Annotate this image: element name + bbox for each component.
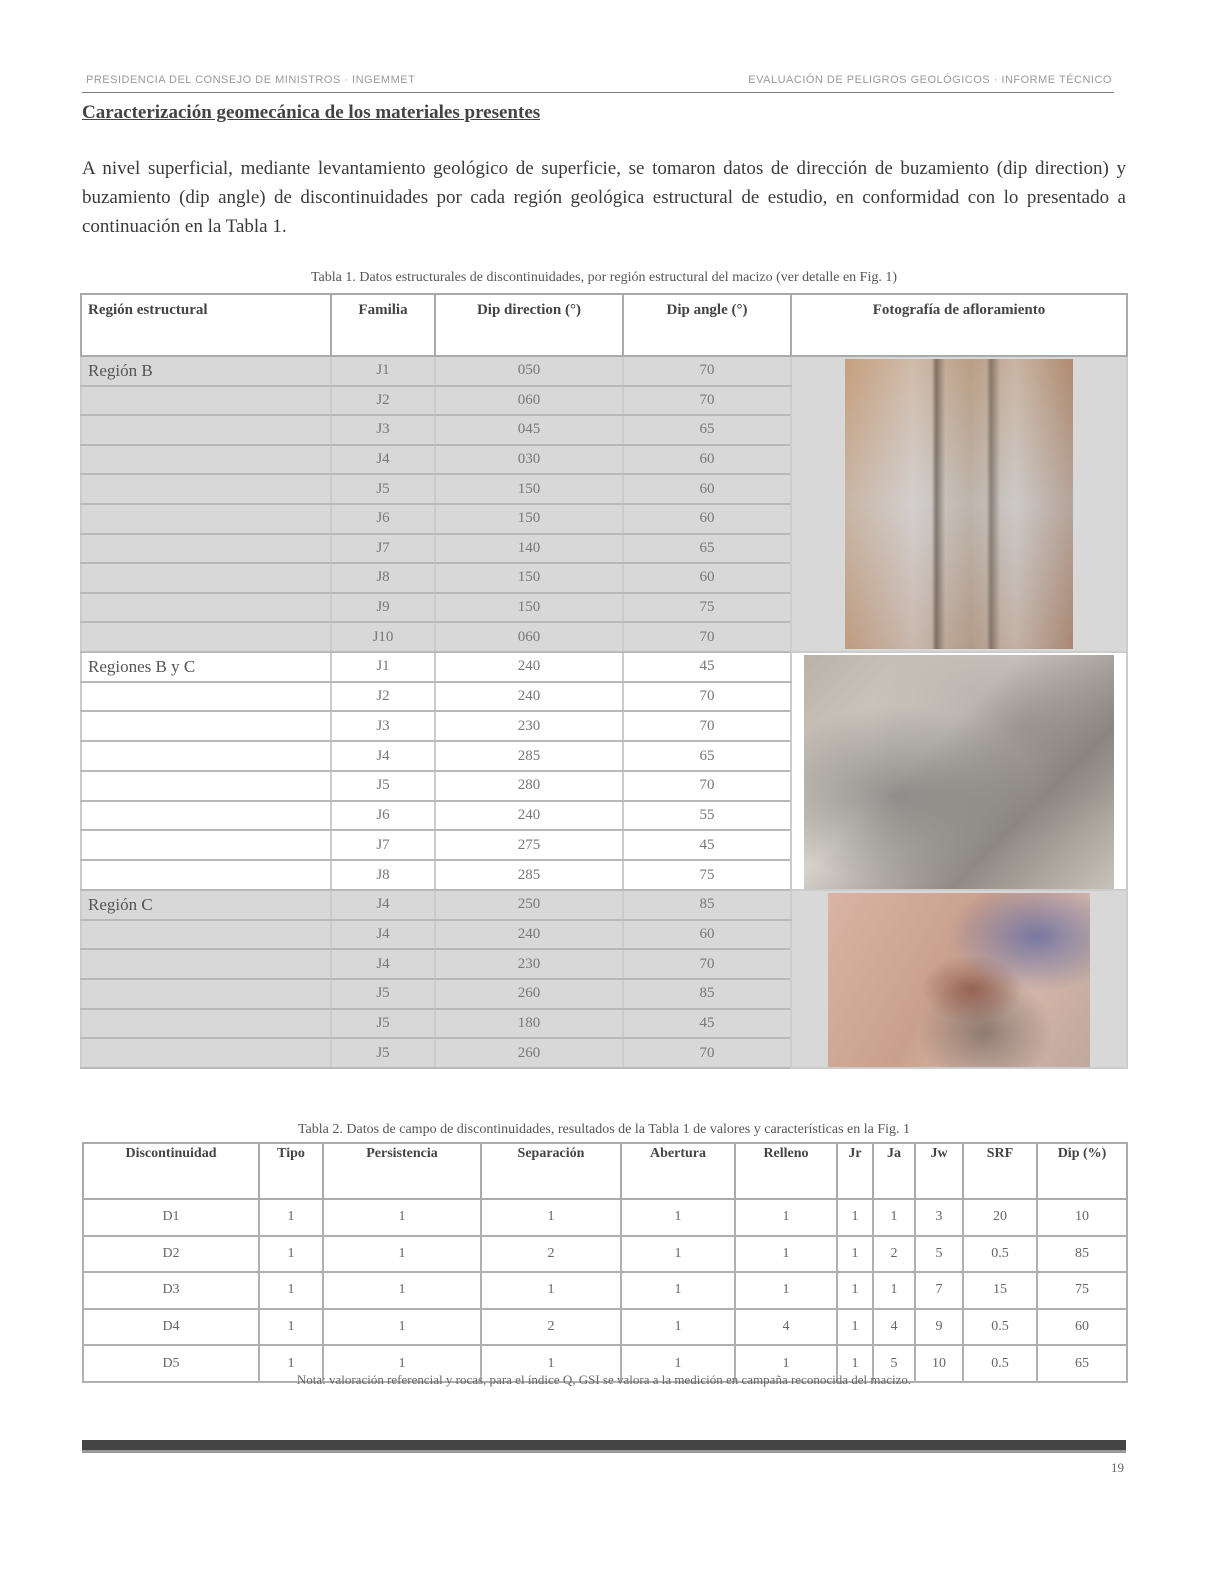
table2-caption: Tabla 2. Datos de campo de discontinuidades, resultados de la Tabla 1 de valores y características en la Fig. 1 [297, 1122, 911, 1137]
dip-direction-cell: 250 [435, 890, 623, 920]
rating-cell: 1 [837, 1272, 873, 1309]
region-cell [81, 1009, 331, 1039]
rating-cell: 3 [915, 1199, 963, 1236]
rating-cell: 1 [735, 1199, 837, 1236]
rating-cell: 1 [481, 1345, 621, 1382]
rating-cell: 7 [915, 1272, 963, 1309]
table-row [81, 652, 1127, 682]
rating-col-header: Jr [837, 1143, 873, 1199]
rating-col-header: Ja [873, 1143, 915, 1199]
dip-direction-cell: 030 [435, 445, 623, 475]
familia-cell: J7 [331, 830, 435, 860]
rating-cell: 2 [481, 1309, 621, 1346]
dip-angle-cell: 60 [623, 920, 791, 950]
rating-cell: 1 [323, 1345, 481, 1382]
dip-angle-cell: 60 [623, 563, 791, 593]
rating-cell: 1 [323, 1272, 481, 1309]
rating-cell: 1 [621, 1272, 735, 1309]
rating-cell: 1 [735, 1272, 837, 1309]
dip-direction-cell: 060 [435, 622, 623, 652]
dip-direction-cell: 285 [435, 860, 623, 890]
rating-cell: 10 [1037, 1199, 1127, 1236]
running-header [82, 70, 1114, 93]
region-cell [81, 860, 331, 890]
rating-col-header: Discontinuidad [83, 1143, 259, 1199]
dip-angle-cell: 65 [623, 534, 791, 564]
rating-cell: 1 [323, 1199, 481, 1236]
familia-cell: J5 [331, 979, 435, 1009]
familia-cell: J4 [331, 920, 435, 950]
rating-cell: 1 [259, 1236, 323, 1273]
rating-cell: 2 [481, 1236, 621, 1273]
region-cell [81, 682, 331, 712]
region-cell [81, 534, 331, 564]
region-cell [81, 979, 331, 1009]
familia-cell: J7 [331, 534, 435, 564]
rating-col-header: Separación [481, 1143, 621, 1199]
region-label: Región B [81, 356, 331, 386]
rating-cell: 4 [873, 1309, 915, 1346]
col-familia: Familia [331, 294, 435, 356]
dip-angle-cell: 55 [623, 801, 791, 831]
rating-cell: 85 [1037, 1236, 1127, 1273]
rating-cell: 1 [873, 1272, 915, 1309]
rating-col-header: Jw [915, 1143, 963, 1199]
dip-angle-cell: 65 [623, 415, 791, 445]
region-cell [81, 563, 331, 593]
rating-cell: 1 [481, 1272, 621, 1309]
rock-outcrop-photo-c [828, 893, 1090, 1067]
region-cell [81, 830, 331, 860]
rating-cell: D2 [83, 1236, 259, 1273]
rating-cell: 1 [323, 1309, 481, 1346]
dip-direction-cell: 240 [435, 682, 623, 712]
dip-direction-cell: 285 [435, 741, 623, 771]
photo-cell [791, 652, 1127, 890]
table-row [83, 1199, 1127, 1236]
dip-angle-cell: 60 [623, 474, 791, 504]
rating-cell: 1 [837, 1345, 873, 1382]
dip-angle-cell: 60 [623, 445, 791, 475]
dip-direction-cell: 180 [435, 1009, 623, 1039]
region-cell [81, 949, 331, 979]
header-left: PRESIDENCIA DEL CONSEJO DE MINISTROS · INGEMMET [86, 74, 416, 86]
region-cell [81, 474, 331, 504]
familia-cell: J8 [331, 860, 435, 890]
dip-direction-cell: 275 [435, 830, 623, 860]
rating-col-header: SRF [963, 1143, 1037, 1199]
rating-table-body [83, 1199, 1127, 1382]
rating-cell: 9 [915, 1309, 963, 1346]
table1-caption: Tabla 1. Datos estructurales de discontinuidades, por región estructural del macizo (ver detalle en Fig. 1) [310, 270, 898, 285]
rating-col-header: Dip (%) [1037, 1143, 1127, 1199]
familia-cell: J9 [331, 593, 435, 623]
dip-direction-cell: 045 [435, 415, 623, 445]
dip-direction-cell: 150 [435, 593, 623, 623]
rating-col-header: Persistencia [323, 1143, 481, 1199]
table-row [83, 1236, 1127, 1273]
region-cell [81, 504, 331, 534]
rating-cell: 1 [621, 1199, 735, 1236]
dip-angle-cell: 65 [623, 741, 791, 771]
region-label: Regiones B y C [81, 652, 331, 682]
rating-col-header: Relleno [735, 1143, 837, 1199]
dip-angle-cell: 75 [623, 593, 791, 623]
dip-direction-cell: 150 [435, 474, 623, 504]
familia-cell: J6 [331, 801, 435, 831]
rating-cell: 1 [837, 1236, 873, 1273]
footer-rule [82, 1440, 1126, 1453]
dip-direction-cell: 260 [435, 1038, 623, 1068]
familia-cell: J2 [331, 682, 435, 712]
familia-cell: J3 [331, 711, 435, 741]
familia-cell: J6 [331, 504, 435, 534]
dip-direction-cell: 230 [435, 949, 623, 979]
rating-cell: 1 [259, 1199, 323, 1236]
discontinuities-table [80, 293, 1128, 1069]
rating-cell: 1 [621, 1345, 735, 1382]
rating-cell: 1 [873, 1199, 915, 1236]
dip-angle-cell: 45 [623, 830, 791, 860]
section-title: Caracterización geomecánica de los materiales presentes [82, 102, 541, 123]
rating-cell: 2 [873, 1236, 915, 1273]
rating-cell: 60 [1037, 1309, 1127, 1346]
dip-direction-cell: 230 [435, 711, 623, 741]
region-cell [81, 741, 331, 771]
rating-table [82, 1142, 1128, 1383]
dip-direction-cell: 240 [435, 652, 623, 682]
table-row [81, 890, 1127, 920]
rating-cell: D4 [83, 1309, 259, 1346]
region-label: Región C [81, 890, 331, 920]
familia-cell: J5 [331, 474, 435, 504]
familia-cell: J8 [331, 563, 435, 593]
familia-cell: J10 [331, 622, 435, 652]
dip-direction-cell: 150 [435, 504, 623, 534]
table2-note: Nota: valoración referencial y rocas, para el índice Q, GSI se valora a la medición en campaña reconocida del macizo. [296, 1372, 912, 1387]
col-dip-angle: Dip angle (°) [623, 294, 791, 356]
photo-cell [791, 890, 1127, 1068]
rating-cell: 1 [323, 1236, 481, 1273]
familia-cell: J4 [331, 445, 435, 475]
rating-cell: D1 [83, 1199, 259, 1236]
rating-cell: 1 [259, 1309, 323, 1346]
rating-cell: 15 [963, 1272, 1037, 1309]
rating-cell: D3 [83, 1272, 259, 1309]
rating-cell: 10 [915, 1345, 963, 1382]
rating-cell: 1 [621, 1236, 735, 1273]
rating-cell: 1 [735, 1345, 837, 1382]
rating-cell: 5 [873, 1345, 915, 1382]
rating-col-header: Tipo [259, 1143, 323, 1199]
region-cell [81, 920, 331, 950]
col-photo: Fotografía de afloramiento [791, 294, 1127, 356]
col-dip-direction: Dip direction (°) [435, 294, 623, 356]
dip-direction-cell: 240 [435, 801, 623, 831]
region-cell [81, 445, 331, 475]
region-cell [81, 386, 331, 416]
table-row [83, 1272, 1127, 1309]
region-cell [81, 593, 331, 623]
rating-col-header: Abertura [621, 1143, 735, 1199]
rating-cell: 1 [259, 1345, 323, 1382]
familia-cell: J4 [331, 949, 435, 979]
table-row [81, 356, 1127, 386]
dip-angle-cell: 70 [623, 682, 791, 712]
rating-cell: 5 [915, 1236, 963, 1273]
rating-cell: 1 [837, 1199, 873, 1236]
rating-cell: 75 [1037, 1272, 1127, 1309]
rating-cell: 1 [259, 1272, 323, 1309]
dip-angle-cell: 75 [623, 860, 791, 890]
familia-cell: J4 [331, 741, 435, 771]
familia-cell: J5 [331, 771, 435, 801]
region-cell [81, 771, 331, 801]
familia-cell: J5 [331, 1009, 435, 1039]
col-region: Región estructural [81, 294, 331, 356]
dip-angle-cell: 85 [623, 979, 791, 1009]
rock-outcrop-photo-bc [804, 655, 1114, 889]
region-cell [81, 622, 331, 652]
table-row [83, 1309, 1127, 1346]
dip-direction-cell: 240 [435, 920, 623, 950]
dip-angle-cell: 85 [623, 890, 791, 920]
rating-cell: 65 [1037, 1345, 1127, 1382]
familia-cell: J4 [331, 890, 435, 920]
dip-angle-cell: 70 [623, 771, 791, 801]
discontinuities-table-body [81, 356, 1127, 1068]
familia-cell: J1 [331, 356, 435, 386]
rating-table-header [83, 1143, 1127, 1199]
familia-cell: J5 [331, 1038, 435, 1068]
dip-direction-cell: 150 [435, 563, 623, 593]
rating-cell: 4 [735, 1309, 837, 1346]
region-cell [81, 801, 331, 831]
rating-cell: 1 [735, 1236, 837, 1273]
rating-cell: 1 [481, 1199, 621, 1236]
dip-angle-cell: 70 [623, 356, 791, 386]
body-paragraph: A nivel superficial, mediante levantamiento geológico de superficie, se tomaron datos de dirección de buzamiento (dip direction) y buzamiento (dip angle) de discontinuidades por cada región geológica estructural de estudio, en conformidad con lo presentado a continuación en la Tabla 1. [82, 158, 1126, 237]
dip-direction-cell: 280 [435, 771, 623, 801]
rating-cell: 1 [837, 1309, 873, 1346]
region-cell [81, 415, 331, 445]
rock-outcrop-photo-b [845, 359, 1073, 649]
region-cell [81, 1038, 331, 1068]
rating-cell: D5 [83, 1345, 259, 1382]
dip-angle-cell: 45 [623, 652, 791, 682]
rating-cell: 0.5 [963, 1236, 1037, 1273]
region-cell [81, 711, 331, 741]
rating-cell: 20 [963, 1199, 1037, 1236]
rating-cell: 1 [621, 1309, 735, 1346]
dip-angle-cell: 70 [623, 386, 791, 416]
dip-angle-cell: 70 [623, 1038, 791, 1068]
dip-angle-cell: 70 [623, 711, 791, 741]
dip-angle-cell: 45 [623, 1009, 791, 1039]
dip-direction-cell: 050 [435, 356, 623, 386]
familia-cell: J2 [331, 386, 435, 416]
header-right: EVALUACIÓN DE PELIGROS GEOLÓGICOS · INFORME TÉCNICO [748, 74, 1112, 86]
familia-cell: J3 [331, 415, 435, 445]
rating-cell: 0.5 [963, 1345, 1037, 1382]
dip-angle-cell: 70 [623, 949, 791, 979]
dip-angle-cell: 60 [623, 504, 791, 534]
dip-angle-cell: 70 [623, 622, 791, 652]
familia-cell: J1 [331, 652, 435, 682]
page-number: 19 [1111, 1460, 1124, 1475]
rating-cell: 0.5 [963, 1309, 1037, 1346]
dip-direction-cell: 260 [435, 979, 623, 1009]
dip-direction-cell: 140 [435, 534, 623, 564]
dip-direction-cell: 060 [435, 386, 623, 416]
photo-cell [791, 356, 1127, 652]
